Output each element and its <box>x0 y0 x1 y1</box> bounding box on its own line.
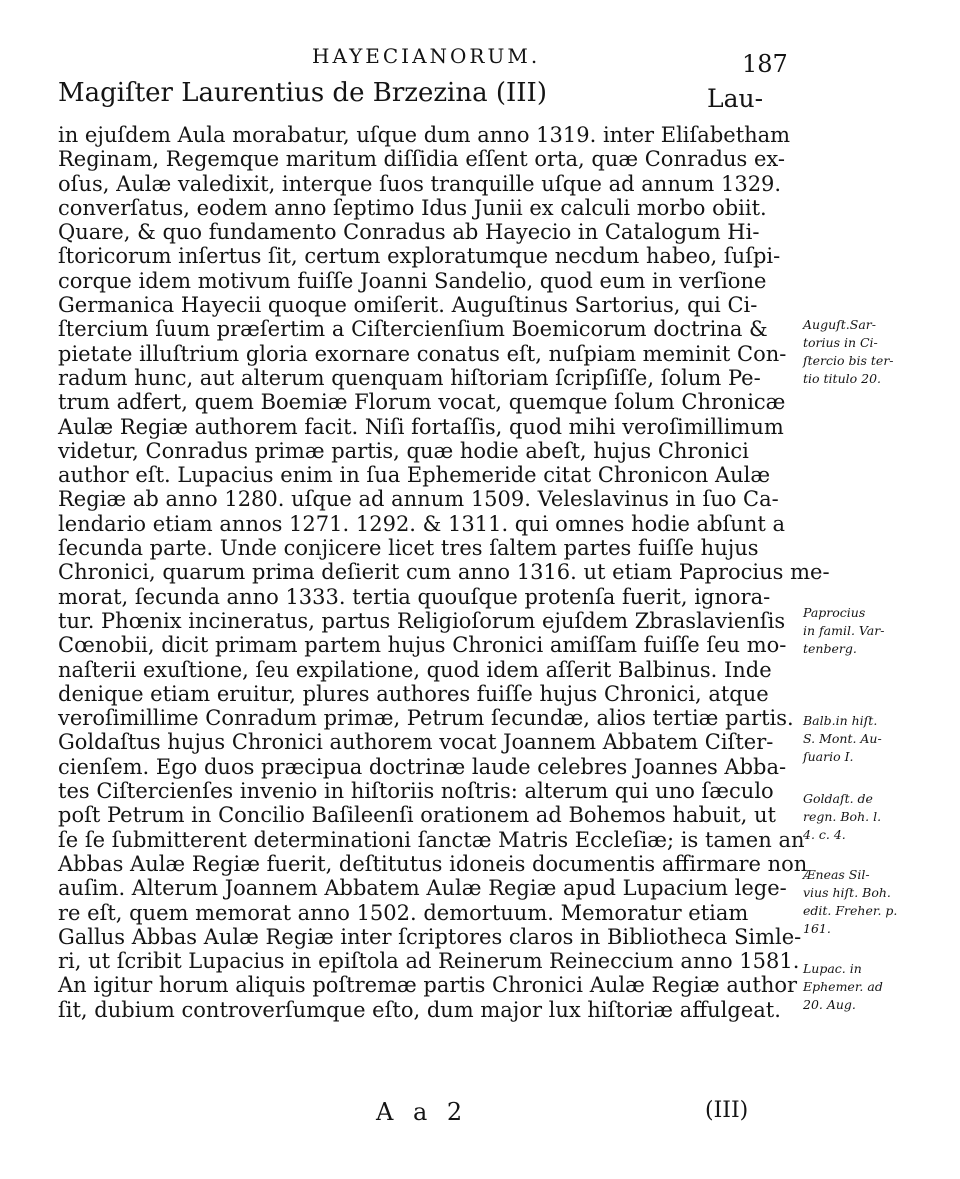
body-line: lendario etiam annos 1271. 1292. & 1311. qui omnes hodie abſunt a <box>58 511 785 536</box>
marginal-note-paprocius <box>803 604 953 658</box>
body-line: An igitur horum aliquis poſtremæ partis Chronici Aulæ Regiæ author <box>58 973 798 998</box>
body-line: Aulæ Regiæ authorem facit. Niſi fortaſſis, quod mihi veroſimillimum <box>58 414 784 439</box>
body-line: Gallus Abbas Aulæ Regiæ inter ſcriptores claros in Bibliotheca Simle- <box>58 924 802 949</box>
marginal-note-line: ſuario I. <box>803 749 854 764</box>
body-line: naſterii exuſtione, ſeu expilatione, quod idem aſſerit Balbinus. Inde <box>58 657 772 682</box>
body-line: videtur, Conradus primæ partis, quæ hodie abeſt, hujus Chronici <box>58 438 749 463</box>
marginal-note-line: Lupac. in <box>803 961 862 976</box>
marginal-note-line: 20. Aug. <box>803 997 856 1012</box>
marginal-note-balbinus <box>803 712 953 766</box>
body-line: Reginam, Regemque maritum diſſidia eſſent orta, quæ Conradus ex- <box>58 147 785 172</box>
marginal-note-line: torius in Ci- <box>803 335 878 350</box>
marginal-note-line: Goldaſt. de <box>803 791 873 806</box>
marginal-note-line: Auguſt.Sar- <box>803 317 876 332</box>
marginal-note-line: ſtercio bis ter- <box>803 353 894 368</box>
marginal-note-line: edit. Freher. p. <box>803 903 898 918</box>
marginal-note-line: Paprocius <box>803 605 866 620</box>
marginal-note-line: S. Mont. Au- <box>803 731 882 746</box>
body-line: tes Ciſtercienſes invenio in hiſtoriis noſtris: alterum qui uno ſæculo <box>58 779 774 804</box>
body-line: Abbas Aulæ Regiæ fuerit, deſtitutus idoneis documentis affirmare non <box>58 851 808 876</box>
footer-catchword: (III) <box>705 1098 749 1123</box>
body-line: Quare, & quo fundamento Conradus ab Hayecio in Catalogum Hi- <box>58 220 760 245</box>
marginal-note-line: tenberg. <box>803 641 857 656</box>
body-line: ſtercium ſuum præſertim a Ciſtercienſium Boemicorum doctrina & <box>58 317 768 342</box>
section-title: Magiſter Laurentius de Brzezina (III) <box>58 78 547 108</box>
body-line: denique etiam eruitur, plures authores fuiſſe hujus Chronici, atque <box>58 681 769 706</box>
body-line: Goldaſtus hujus Chronici authorem vocat Joannem Abbatem Ciſter- <box>58 730 774 755</box>
body-line: radum hunc, aut alterum quenquam hiſtoriam ſcripſiſſe, ſolum Pe- <box>58 365 761 390</box>
marginal-note-line: in famil. Var- <box>803 623 885 638</box>
body-line: ri, ut ſcribit Lupacius in epiſtola ad Reinerum Reineccium anno 1581. <box>58 949 800 974</box>
body-line: Cœnobii, dicit primam partem hujus Chronici amiſſam fuiſſe ſeu mo- <box>58 633 787 658</box>
body-line: pietate illuſtrium gloria exornare conatus eſt, nuſpiam meminit Con- <box>58 341 787 366</box>
marginal-note-lupacius <box>803 960 953 1014</box>
marginal-note-line: regn. Boh. l. <box>803 809 882 824</box>
marginal-note-line: 161. <box>803 921 831 936</box>
body-line: corque idem motivum fuiſſe Joanni Sandelio, quod eum in verſione <box>58 268 767 293</box>
marginal-note-line: Ephemer. ad <box>803 979 883 994</box>
page-number: 187 <box>742 50 788 78</box>
body-line: oſus, Aulæ valedixit, interque ſuos tranquille uſque ad annum 1329. <box>58 171 782 196</box>
body-line: poſt Petrum in Concilio Baſileenſi orationem ad Bohemos habuit, ut <box>58 803 776 828</box>
body-line: morat, ſecunda anno 1333. tertia quouſque protenſa fuerit, ignora- <box>58 584 771 609</box>
body-line: veroſimillime Conradum primæ, Petrum ſecundæ, alios tertiæ partis. <box>58 706 794 731</box>
running-head: HAYECIANORUM. <box>312 44 541 68</box>
section-catchword: Lau- <box>707 84 764 113</box>
marginal-note-sartorius <box>803 316 953 388</box>
marginal-note-aeneas-silvius <box>803 866 953 938</box>
body-line: auſim. Alterum Joannem Abbatem Aulæ Regiæ apud Lupacium lege- <box>58 876 787 901</box>
marginal-note-line: vius hiſt. Boh. <box>803 885 891 900</box>
body-line: tur. Phœnix incineratus, partus Religioſorum ejuſdem Zbraslavienſis <box>58 608 786 633</box>
marginal-note-line: Æneas Sil- <box>803 867 870 882</box>
body-line: ſtoricorum inſertus ſit, certum exploratumque necdum habeo, ſuſpi- <box>58 244 781 269</box>
marginal-note-line: tio titulo 20. <box>803 371 881 386</box>
body-line: Regiæ ab anno 1280. uſque ad annum 1509. Veleslavinus in ſuo Ca- <box>58 487 779 512</box>
marginal-note-line: Balb.in hiſt. <box>803 713 878 728</box>
marginal-note-line: 4. c. 4. <box>803 827 846 842</box>
body-line: cienſem. Ego duos præcipua doctrinæ laude celebres Joannes Abba- <box>58 754 787 779</box>
body-line: re eſt, quem memorat anno 1502. demortuum. Memoratur etiam <box>58 900 749 925</box>
body-line: Germanica Hayecii quoque omiſerit. Auguſtinus Sartorius, qui Ci- <box>58 293 758 318</box>
body-line: trum adfert, quem Boemiæ Florum vocat, quemque ſolum Chronicæ <box>58 390 786 415</box>
body-line: converſatus, eodem anno ſeptimo Idus Junii ex calculi morbo obiit. <box>58 195 767 220</box>
body-line: in ejuſdem Aula morabatur, uſque dum anno 1319. inter Eliſabetham <box>58 123 791 147</box>
body-line: author eſt. Lupacius enim in ſua Ephemeride citat Chronicon Aulæ <box>58 463 771 488</box>
body-line: ſecunda parte. Unde conjicere licet tres ſaltem partes fuiſſe hujus <box>58 536 759 561</box>
marginal-note-goldastus <box>803 790 953 844</box>
body-line: ſe ſe ſubmitterent determinationi ſanctæ Matris Eccleſiæ; is tamen an <box>58 827 805 852</box>
signature-mark: A a 2 <box>376 1098 469 1126</box>
body-line: ſit, dubium controverſumque eſto, dum major lux hiſtoriæ affulgeat. <box>58 997 781 1022</box>
body-line: Chronici, quarum prima deſierit cum anno 1316. ut etiam Paprocius me- <box>58 560 830 585</box>
